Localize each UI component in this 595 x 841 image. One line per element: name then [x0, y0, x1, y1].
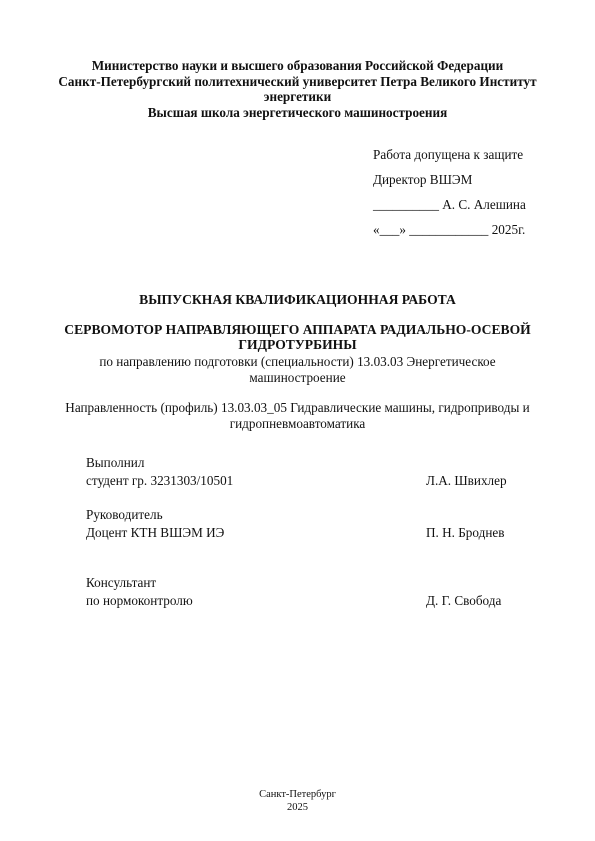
- profile-line-1: Направленность (профиль) 13.03.03_05 Гидравлические машины, гидроприводы и: [65, 400, 530, 415]
- institution-header: [30, 58, 565, 120]
- thesis-subject: [40, 322, 555, 352]
- author-role-title: Выполнил: [86, 455, 145, 470]
- ministry-name: Министерство науки и высшего образования Российской Федерации: [91, 58, 504, 73]
- supervisor-role-detail: Доцент КТН ВШЭМ ИЭ: [86, 525, 225, 540]
- profile-line-2: гидропневмоавтоматика: [229, 415, 366, 431]
- page-footer: [30, 788, 565, 814]
- footer-city: Санкт-Петербург: [259, 789, 336, 800]
- direction-line-1: по направлению подготовки (специальности) 13.03.03 Энергетическое: [99, 354, 496, 369]
- author-name: Л.А. Швихлер: [426, 473, 507, 488]
- consultant-role-detail: по нормоконтролю: [86, 593, 193, 608]
- school-name: Высшая школа энергетического машиностроения: [147, 104, 448, 120]
- approval-block: [373, 146, 526, 246]
- document-title: ВЫПУСКНАЯ КВАЛИФИКАЦИОННАЯ РАБОТА: [139, 292, 456, 307]
- study-profile: [40, 400, 555, 431]
- university-name: Санкт-Петербургский политехнический университет Петра Великого Институт: [58, 73, 537, 89]
- consultant-name: Д. Г. Свобода: [426, 593, 502, 608]
- footer-year: 2025: [287, 802, 308, 813]
- consultant-role-title: Консультант: [86, 575, 157, 590]
- study-direction: [90, 354, 505, 385]
- approval-line-4: «___» ____________ 2025г.: [373, 222, 526, 237]
- direction-line-2: машиностроение: [249, 369, 346, 385]
- consultant-role: [86, 574, 193, 610]
- subject-line-1: СЕРВОМОТОР НАПРАВЛЯЮЩЕГО АППАРАТА РАДИАЛЬНО-ОСЕВОЙ: [64, 322, 531, 337]
- approval-line-3: __________ А. С. Алешина: [373, 197, 526, 212]
- supervisor-role-title: Руководитель: [86, 507, 163, 522]
- approval-line-2: Директор ВШЭМ: [373, 172, 473, 187]
- author-role-detail: студент гр. 3231303/10501: [86, 473, 234, 488]
- institute-name: энергетики: [263, 89, 332, 104]
- supervisor-role: [86, 506, 224, 542]
- author-role: [86, 454, 233, 490]
- supervisor-name: П. Н. Броднев: [426, 525, 505, 540]
- subject-line-2: ГИДРОТУРБИНЫ: [238, 337, 357, 352]
- approval-line-1: Работа допущена к защите: [373, 147, 524, 162]
